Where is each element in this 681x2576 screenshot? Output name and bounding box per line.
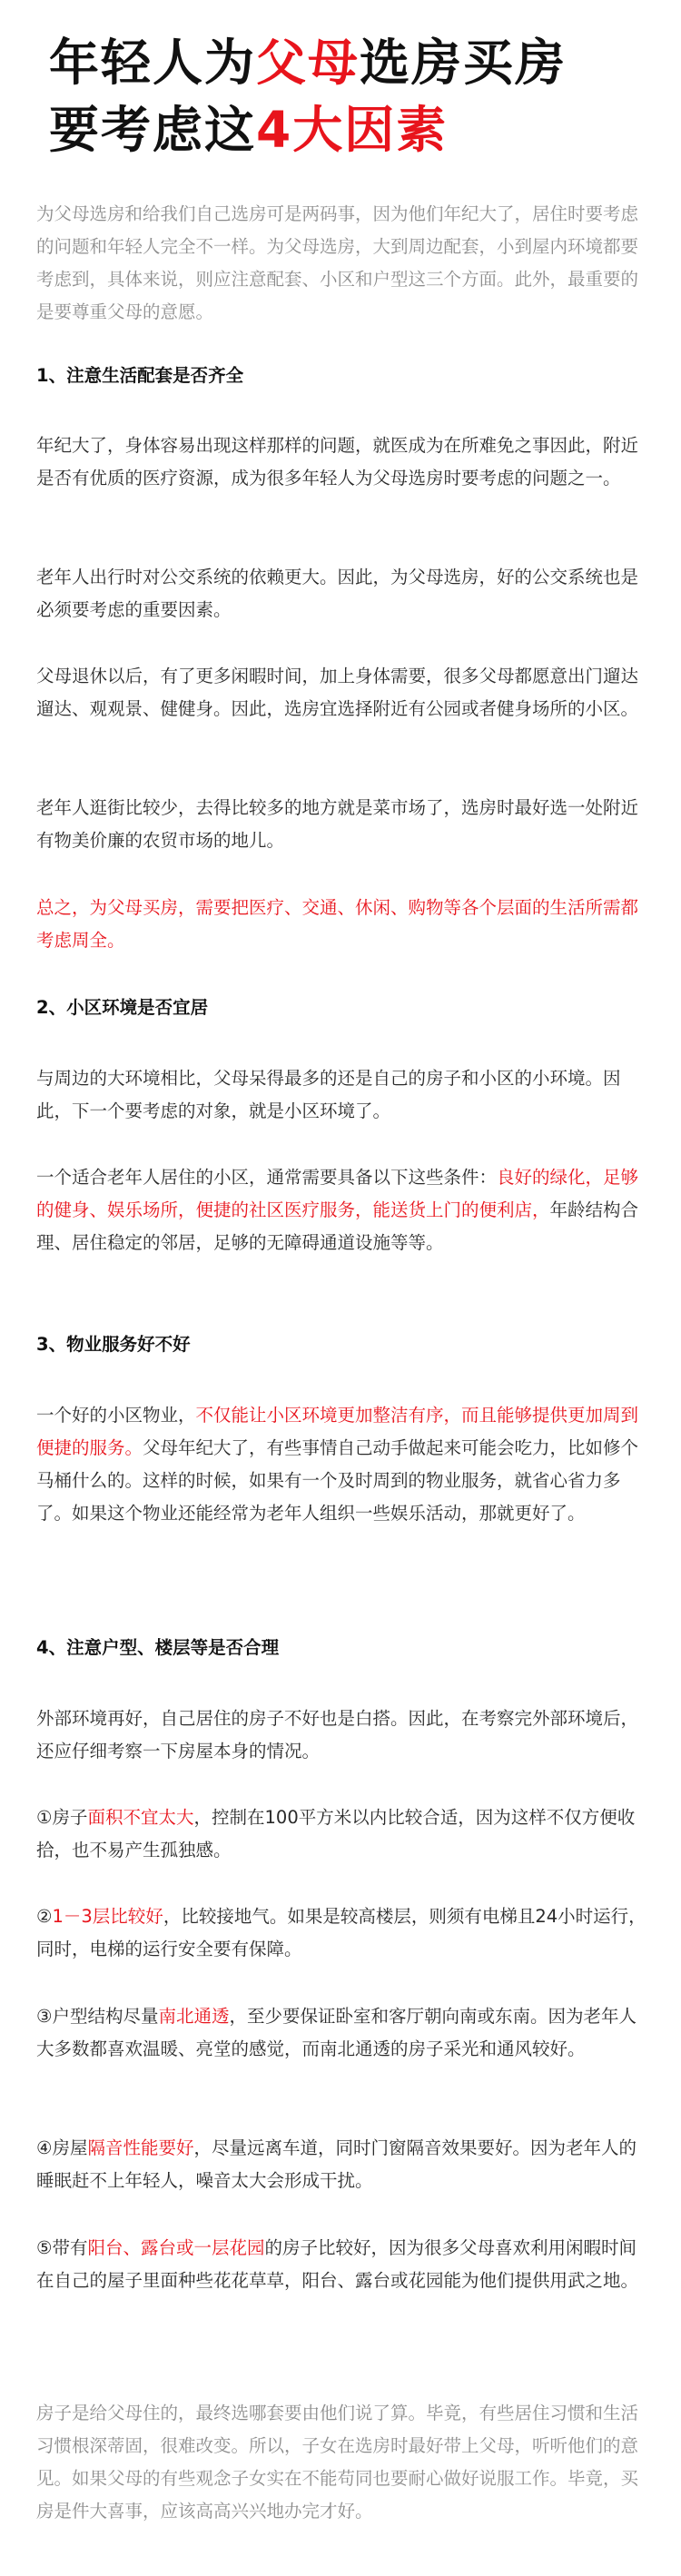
item-3-highlight: 南北通透 xyxy=(158,2006,230,2027)
section-1-paragraph-1: 年纪大了，身体容易出现这样那样的问题，就医成为在所难免之事因此，附近是否有优质的医疗资源，成为很多年轻人为父母选房时要考虑的问题之一。 xyxy=(36,435,639,489)
section-4-item-4: ④房屋隔音性能要好，尽量远离车道，同时门窗隔音效果要好。因为老年人的睡眠赶不上年轻人，噪音太大会形成干扰。 xyxy=(36,2137,637,2191)
section-4-item-2: ②1－3层比较好，比较接地气。如果是较高楼层，则须有电梯且24小时运行，同时，电梯的运行安全要有保障。 xyxy=(36,1906,646,1959)
section-4-paragraph-1: 外部环境再好，自己居住的房子不好也是白搭。因此，在考察完外部环境后，还应仔细考察一下房屋本身的情况。 xyxy=(36,1708,639,1762)
title-highlight-parents: 父母 xyxy=(256,34,360,92)
title-line-1: 年轻人为父母选房买房 xyxy=(49,34,568,92)
section-3-highlight: 不仅能让小区环境更加整洁有序，而且能够提供更加周到便捷的服务。 xyxy=(36,1405,639,1458)
section-1-paragraph-3: 父母退休以后，有了更多闲暇时间，加上身体需要，很多父母都愿意出门遛达遛达、观观景、健健身。因此，选房宜选择附近有公园或者健身场所的小区。 xyxy=(36,666,639,719)
section-2-paragraph-1: 与周边的大环境相比，父母呆得最多的还是自己的房子和小区的小环境。因此，下一个要考虑的对象，就是小区环境了。 xyxy=(36,1068,621,1121)
section-4-item-5: ⑤带有阳台、露台或一层花园的房子比较好，因为很多父母喜欢利用闲暇时间在自己的屋子里面种些花花草草，阳台、露台或花园能为他们提供用武之地。 xyxy=(36,2237,639,2291)
section-2-heading: 2、小区环境是否宜居 xyxy=(36,997,209,1018)
outro-paragraph: 房子是给父母住的，最终选哪套要由他们说了算。毕竟，有些居住习惯和生活习惯根深蒂固，很难改变。所以，子女在选房时最好带上父母，听听他们的意见。如果父母的有些观念子女实在不能苟同也要耐心做好说服工作。毕竟，买房是件大喜事，应该高高兴兴地办完才好。 xyxy=(36,2403,639,2522)
section-4-item-1: ①房子面积不宜太大，控制在100平方米以内比较合适，因为这样不仅方便收拾，也不易产生孤独感。 xyxy=(36,1807,636,1860)
section-1-summary: 总之，为父母买房，需要把医疗、交通、休闲、购物等各个层面的生活所需都考虑周全。 xyxy=(36,897,639,951)
intro-paragraph: 为父母选房和给我们自己选房可是两码事，因为他们年纪大了，居住时要考虑的问题和年轻人完全不一样。为父母选房，大到周边配套，小到屋内环境都要考虑到，具体来说，则应注意配套、小区和户型这三个方面。此外，最重要的是要尊重父母的意愿。 xyxy=(36,203,639,322)
section-3-paragraph-1: 一个好的小区物业，不仅能让小区环境更加整洁有序，而且能够提供更加周到便捷的服务。父母年纪大了，有些事情自己动手做起来可能会吃力，比如修个马桶什么的。这样的时候，如果有一个及时周到的物业服务，就省心省力多了。如果这个物业还能经常为老年人组织一些娱乐活动，那就更好了。 xyxy=(36,1405,639,1524)
item-1-highlight: 面积不宜太大 xyxy=(87,1807,194,1828)
section-4-item-3: ③户型结构尽量南北通透，至少要保证卧室和客厅朝向南或东南。因为老年人大多数都喜欢温暖、亮堂的感觉，而南北通透的房子采光和通风较好。 xyxy=(36,2006,637,2059)
section-3-heading: 3、物业服务好不好 xyxy=(36,1334,191,1355)
section-1-paragraph-2: 老年人出行时对公交系统的依赖更大。因此，为父母选房，好的公交系统也是必须要考虑的重要因素。 xyxy=(36,567,639,620)
section-2-highlight: 良好的绿化，足够的健身、娱乐场所，便捷的社区医疗服务，能送货上门的便利店， xyxy=(36,1167,639,1220)
section-4-heading: 4、注意户型、楼层等是否合理 xyxy=(36,1637,280,1658)
section-2-paragraph-2: 一个适合老年人居住的小区，通常需要具备以下这些条件：良好的绿化，足够的健身、娱乐场所，便捷的社区医疗服务，能送货上门的便利店，年龄结构合理、居住稳定的邻居，足够的无障碍通道设施等等。 xyxy=(36,1167,639,1253)
item-2-highlight: 1－3层比较好 xyxy=(52,1906,163,1927)
page-title xyxy=(49,29,648,163)
item-4-highlight: 隔音性能要好 xyxy=(87,2137,194,2158)
item-5-highlight: 阳台、露台或一层花园 xyxy=(87,2237,265,2258)
section-1-paragraph-4: 老年人逛街比较少，去得比较多的地方就是菜市场了，选房时最好选一处附近有物美价廉的农贸市场的地儿。 xyxy=(36,797,639,851)
title-highlight-factors: 4大因素 xyxy=(256,101,449,159)
section-1-heading: 1、注意生活配套是否齐全 xyxy=(36,365,244,386)
title-line-2: 要考虑这4大因素 xyxy=(49,101,449,159)
